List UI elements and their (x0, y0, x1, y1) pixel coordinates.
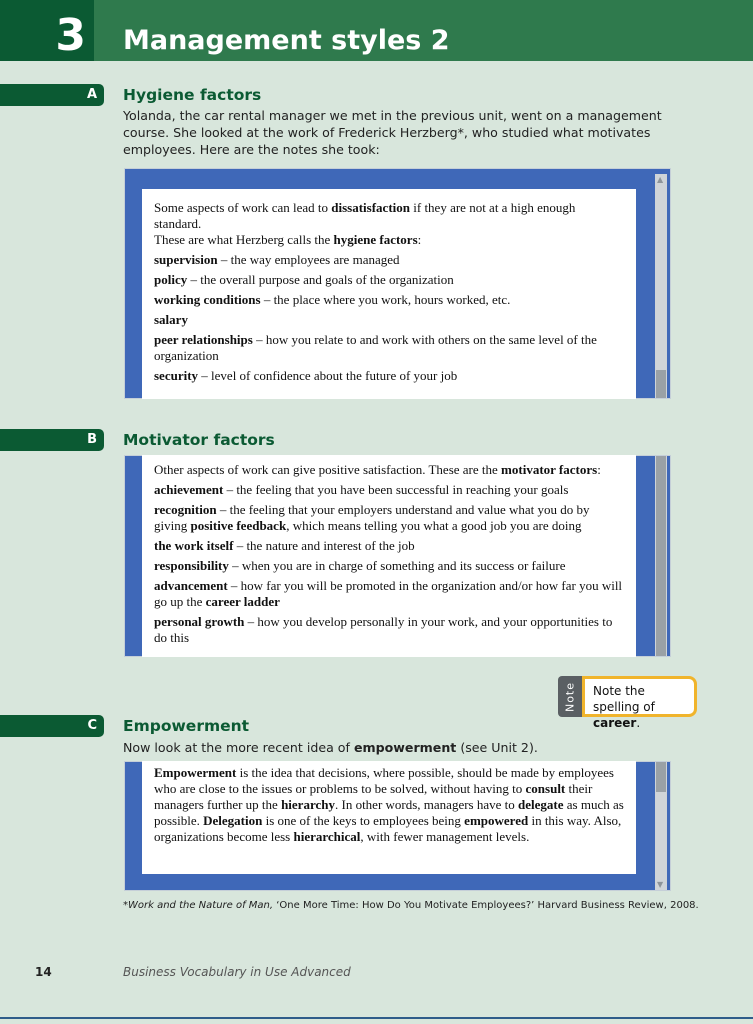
page-title: Management styles 2 (123, 25, 450, 56)
hygiene-box-intro: Some aspects of work can lead to dissatisfaction if they are not at a high enough standard. (154, 200, 576, 231)
section-c-tab: C (0, 715, 104, 737)
key-term: Delegation (203, 813, 263, 828)
motivator-scroll-thumb[interactable] (656, 456, 666, 656)
hygiene-box-content (142, 189, 636, 399)
empowerment-box-content (142, 761, 636, 874)
list-item: achievement – the feeling that you have been successful in reaching your goals (154, 482, 569, 497)
section-a-intro: Yolanda, the car rental manager we met in the previous unit, went on a management course. She looked at the work of Frederick Herzberg*, who studied what motivates employees. Here are the notes she took: (123, 108, 662, 157)
scroll-up-icon[interactable]: ▲ (657, 175, 664, 184)
note-tab: Note (558, 676, 582, 717)
section-a-heading: Hygiene factors (123, 86, 262, 104)
paragraph-text: in this way. Also, organizations become less (154, 813, 622, 844)
paragraph-text: . In other words, managers have to (334, 797, 519, 812)
list-item: policy – the overall purpose and goals of the organization (154, 272, 454, 287)
section-c-heading: Empowerment (123, 717, 250, 735)
hygiene-scrollbar[interactable] (655, 174, 667, 398)
note-callout (558, 676, 697, 730)
list-item: working conditions – the place where you work, hours worked, etc. (154, 292, 511, 307)
footnote: *Work and the Nature of Man, ‘One More Time: How Do You Motivate Employees?’ Harvard Business Review, 2008. (123, 900, 699, 911)
key-term: empowered (464, 813, 529, 828)
key-term: Empowerment (154, 765, 237, 780)
list-item: advancement – how far you will be promoted in the organization and/or how far you will go up the career ladder (154, 578, 623, 609)
key-term: delegate (518, 797, 564, 812)
note-text: Note the spelling of career. (582, 676, 697, 717)
list-item: personal growth – how you develop personally in your work, and your opportunities to do this (154, 614, 613, 645)
list-item: security – level of confidence about the future of your job (154, 368, 458, 383)
key-term: consult (525, 781, 566, 796)
bottom-divider (0, 1017, 753, 1019)
section-b-tab: B (0, 429, 104, 451)
paragraph-text: is one of the keys to employees being (262, 813, 465, 828)
section-a-tab: A (0, 84, 104, 106)
list-item: salary (154, 312, 188, 327)
paragraph-text: their managers further up the (154, 781, 593, 812)
scroll-down-icon[interactable]: ▼ (657, 880, 664, 889)
hygiene-box-intro-2: These are what Herzberg calls the hygiene factors: (154, 232, 422, 247)
unit-number: 3 (0, 0, 94, 61)
empowerment-paragraph (154, 765, 624, 845)
key-term: hierarchical (293, 829, 361, 844)
page-number: 14 (35, 965, 52, 979)
key-term: hierarchy (281, 797, 335, 812)
list-item: responsibility – when you are in charge of something and its success or failure (154, 558, 566, 573)
paragraph-text: as much as possible. (154, 797, 624, 828)
empowerment-scroll-thumb[interactable] (656, 762, 666, 792)
book-title: Business Vocabulary in Use Advanced (123, 965, 351, 979)
list-item: supervision – the way employees are managed (154, 252, 400, 267)
motivator-box-content (142, 455, 636, 657)
section-c-intro: Now look at the more recent idea of empowerment (see Unit 2). (123, 740, 538, 755)
list-item: recognition – the feeling that your employers understand and value what you do by giving positive feedback, which means telling you what a good job you are doing (154, 502, 590, 533)
list-item: the work itself – the nature and interest of the job (154, 538, 415, 553)
list-item: peer relationships – how you relate to and work with others on the same level of the organization (154, 332, 597, 363)
paragraph-text: is the idea that decisions, where possible, should be made by employees who are close to the issues or problems to be solved, without having to (154, 765, 614, 796)
hygiene-scroll-thumb[interactable] (656, 370, 666, 398)
paragraph-text: , with fewer management levels. (360, 829, 530, 844)
section-b-heading: Motivator factors (123, 431, 275, 449)
motivator-box-intro: Other aspects of work can give positive satisfaction. These are the motivator factors: (154, 462, 601, 477)
